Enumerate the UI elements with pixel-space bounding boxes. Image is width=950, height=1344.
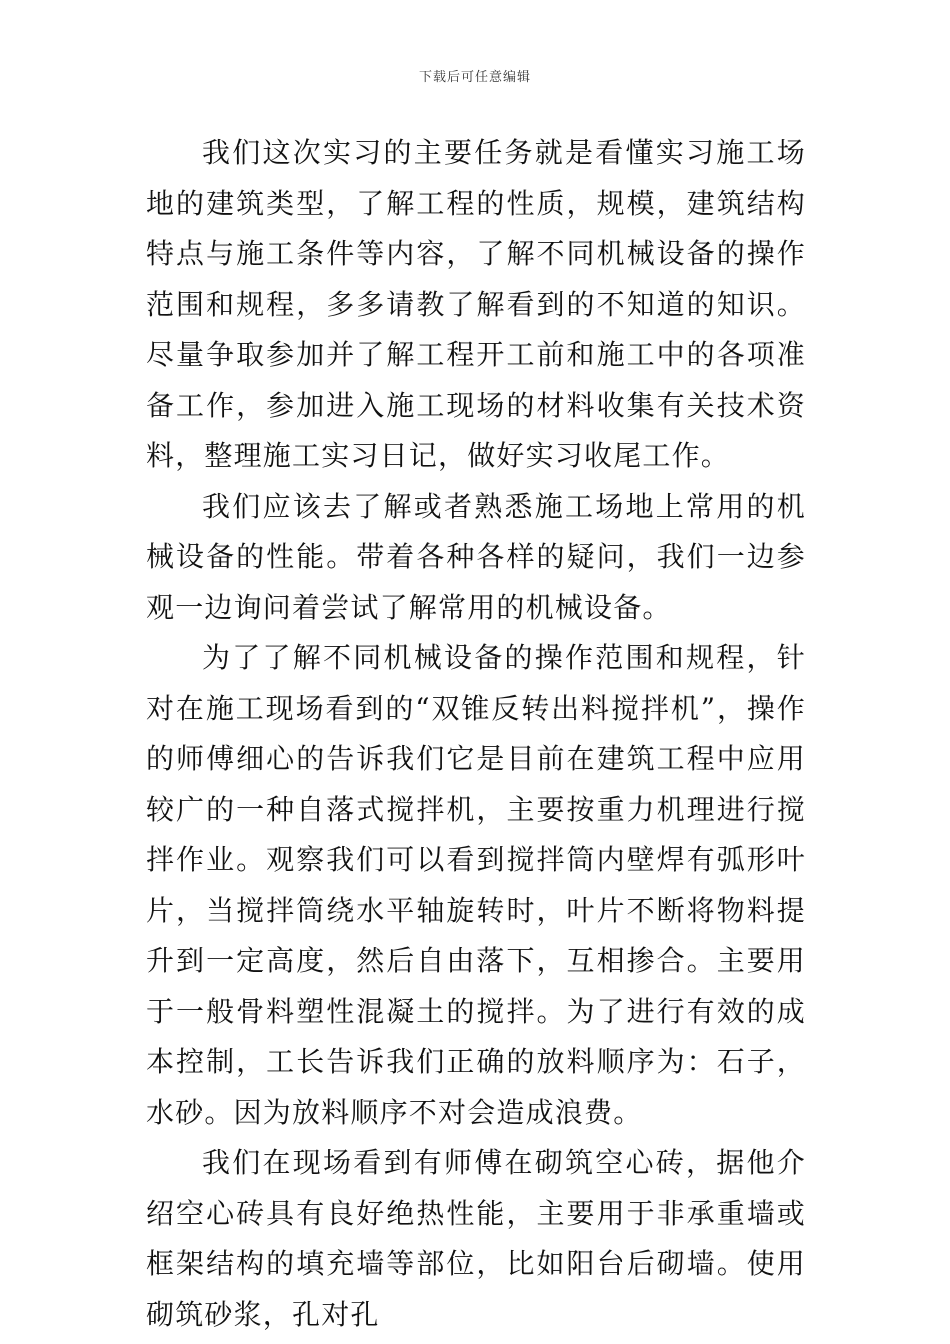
- document-body: [146, 128, 806, 1340]
- paragraph: 我们这次实习的主要任务就是看懂实习施工场地的建筑类型，了解工程的性质，规模，建筑结构特点与施工条件等内容，了解不同机械设备的操作范围和规程，多多请教了解看到的不知道的知识。尽量争取参加并了解工程开工前和施工中的各项准备工作，参加进入施工现场的材料收集有关技术资料，整理施工实习日记，做好实习收尾工作。: [146, 136, 806, 472]
- header-note: 下载后可任意编辑: [418, 70, 531, 85]
- paragraph: 我们在现场看到有师傅在砌筑空心砖，据他介绍空心砖具有良好绝热性能，主要用于非承重墙或框架结构的填充墙等部位，比如阳台后砌墙。使用砌筑砂浆，孔对孔: [146, 1146, 806, 1331]
- paragraph: 我们应该去了解或者熟悉施工场地上常用的机械设备的性能。带着各种各样的疑问，我们一边参观一边询问着尝试了解常用的机械设备。: [146, 489, 806, 624]
- paragraph: 为了了解不同机械设备的操作范围和规程，针对在施工现场看到的“双锥反转出料搅拌机”，操作的师傅细心的告诉我们它是目前在建筑工程中应用较广的一种自落式搅拌机，主要按重力机理进行搅拌作业。观察我们可以看到搅拌筒内壁焊有弧形叶片，当搅拌筒绕水平轴旋转时，叶片不断将物料提升到一定高度，然后自由落下，互相掺合。主要用于一般骨料塑性混凝土的搅拌。为了进行有效的成本控制，工长告诉我们正确的放料顺序为：石子，水砂。因为放料顺序不对会造成浪费。: [146, 641, 806, 1129]
